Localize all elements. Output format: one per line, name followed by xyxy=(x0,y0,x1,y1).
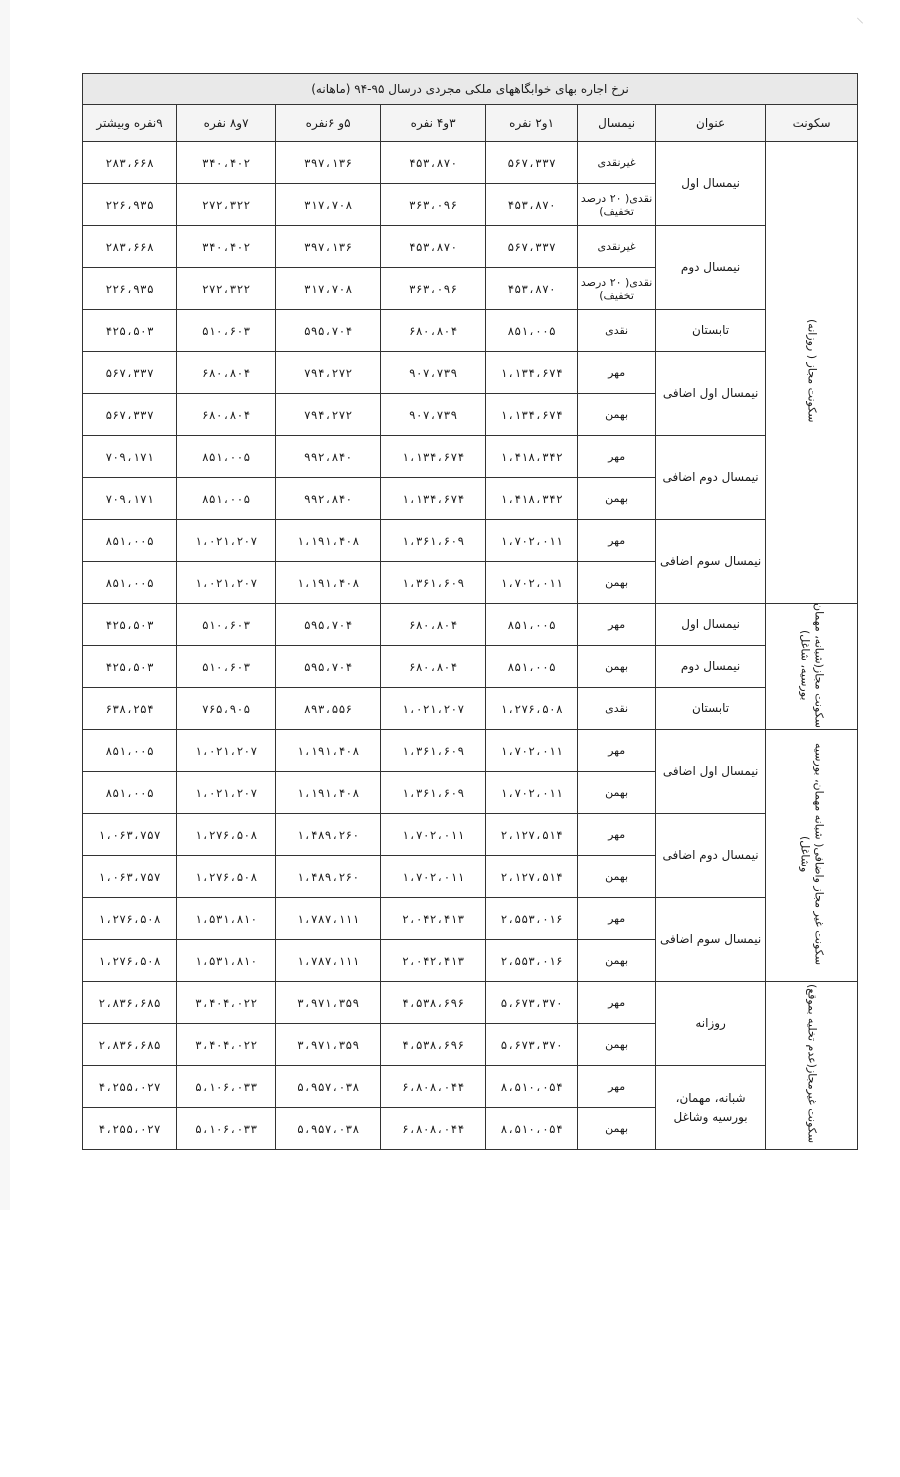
price-c9-cell: ۲۸۳،۶۶۸ xyxy=(83,142,177,184)
table-row xyxy=(83,226,858,268)
price-c12-cell: ۴۵۳،۸۷۰ xyxy=(486,184,578,226)
price-c56-cell: ۳۱۷،۷۰۸ xyxy=(276,184,381,226)
semester-cell: نقدی( ۲۰ درصد تخفیف) xyxy=(578,268,656,310)
price-c34-cell: ۴،۵۳۸،۶۹۶ xyxy=(381,982,486,1024)
price-c78-cell: ۱،۰۲۱،۲۰۷ xyxy=(177,562,276,604)
price-c78-cell: ۱،۰۲۱،۲۰۷ xyxy=(177,730,276,772)
price-c56-cell: ۵،۹۵۷،۰۳۸ xyxy=(276,1066,381,1108)
price-c56-cell: ۱،۱۹۱،۴۰۸ xyxy=(276,772,381,814)
price-c9-cell: ۷۰۹،۱۷۱ xyxy=(83,478,177,520)
price-c34-cell: ۶،۸۰۸،۰۴۴ xyxy=(381,1066,486,1108)
price-c34-cell: ۱،۷۰۲،۰۱۱ xyxy=(381,856,486,898)
price-c9-cell: ۲،۸۳۶،۶۸۵ xyxy=(83,1024,177,1066)
price-c34-cell: ۲،۰۴۲،۴۱۳ xyxy=(381,940,486,982)
price-c34-cell: ۲،۰۴۲،۴۱۳ xyxy=(381,898,486,940)
semester-cell: مهر xyxy=(578,520,656,562)
semester-cell: بهمن xyxy=(578,1108,656,1150)
category-cell xyxy=(766,604,858,730)
table-row xyxy=(83,436,858,478)
price-c78-cell: ۵۱۰،۶۰۳ xyxy=(177,604,276,646)
price-c34-cell: ۱،۳۶۱،۶۰۹ xyxy=(381,562,486,604)
title-cell: نیمسال دوم اضافی xyxy=(656,436,766,520)
price-c12-cell: ۱،۷۰۲،۰۱۱ xyxy=(486,562,578,604)
table-row xyxy=(83,982,858,1024)
price-c34-cell: ۴۵۳،۸۷۰ xyxy=(381,142,486,184)
table-row xyxy=(83,1066,858,1108)
price-c9-cell: ۴،۲۵۵،۰۲۷ xyxy=(83,1108,177,1150)
semester-cell: مهر xyxy=(578,352,656,394)
semester-cell: بهمن xyxy=(578,478,656,520)
semester-cell: مهر xyxy=(578,1066,656,1108)
price-c9-cell: ۶۳۸،۲۵۴ xyxy=(83,688,177,730)
category-cell xyxy=(766,142,858,604)
price-c78-cell: ۳،۴۰۴،۰۲۲ xyxy=(177,982,276,1024)
title-cell: نیمسال سوم اضافی xyxy=(656,898,766,982)
header-9-plus-persons: ۹نفره وبیشتر xyxy=(83,105,177,142)
title-cell: شبانه، مهمان، بورسیه وشاغل xyxy=(656,1066,766,1150)
semester-cell: نقدی( ۲۰ درصد تخفیف) xyxy=(578,184,656,226)
table-row xyxy=(83,646,858,688)
price-c12-cell: ۸،۵۱۰،۰۵۴ xyxy=(486,1108,578,1150)
price-c12-cell: ۲،۵۵۳،۰۱۶ xyxy=(486,940,578,982)
header-7-8-persons: ۷و۸ نفره xyxy=(177,105,276,142)
price-c78-cell: ۶۸۰،۸۰۴ xyxy=(177,352,276,394)
semester-cell: غیرنقدی xyxy=(578,142,656,184)
price-c34-cell: ۶۸۰،۸۰۴ xyxy=(381,646,486,688)
title-cell: تابستان xyxy=(656,688,766,730)
price-c12-cell: ۵۶۷،۳۳۷ xyxy=(486,226,578,268)
price-c9-cell: ۴۲۵،۵۰۳ xyxy=(83,310,177,352)
price-c9-cell: ۷۰۹،۱۷۱ xyxy=(83,436,177,478)
price-c12-cell: ۱،۷۰۲،۰۱۱ xyxy=(486,520,578,562)
price-c34-cell: ۳۶۳،۰۹۶ xyxy=(381,184,486,226)
category-label: سکونت مجاز ( روزانه) xyxy=(805,319,819,423)
price-c56-cell: ۱،۷۸۷،۱۱۱ xyxy=(276,940,381,982)
semester-cell: مهر xyxy=(578,436,656,478)
rent-table-document xyxy=(82,73,857,1150)
scan-mark: ⸌ xyxy=(855,14,864,33)
price-c34-cell: ۱،۱۳۴،۶۷۴ xyxy=(381,478,486,520)
price-c12-cell: ۸۵۱،۰۰۵ xyxy=(486,646,578,688)
semester-cell: نقدی xyxy=(578,310,656,352)
table-row xyxy=(83,310,858,352)
price-c12-cell: ۱،۴۱۸،۳۴۲ xyxy=(486,436,578,478)
price-c9-cell: ۵۶۷،۳۳۷ xyxy=(83,352,177,394)
price-c56-cell: ۱،۱۹۱،۴۰۸ xyxy=(276,730,381,772)
category-cell xyxy=(766,730,858,982)
title-cell: نیمسال اول اضافی xyxy=(656,730,766,814)
price-c9-cell: ۴،۲۵۵،۰۲۷ xyxy=(83,1066,177,1108)
price-c56-cell: ۳۹۷،۱۳۶ xyxy=(276,142,381,184)
price-c78-cell: ۷۶۵،۹۰۵ xyxy=(177,688,276,730)
title-cell: نیمسال دوم xyxy=(656,226,766,310)
header-category: سکونت xyxy=(766,105,858,142)
price-c56-cell: ۹۹۲،۸۴۰ xyxy=(276,478,381,520)
category-label: سکونت غیر مجاز واضافی( شبانه مهمان، بورسیه وشاغل) xyxy=(798,742,826,966)
price-c78-cell: ۱،۰۲۱،۲۰۷ xyxy=(177,520,276,562)
table-row xyxy=(83,730,858,772)
price-c9-cell: ۲۲۶،۹۳۵ xyxy=(83,268,177,310)
price-c12-cell: ۵،۶۷۳،۳۷۰ xyxy=(486,1024,578,1066)
price-c34-cell: ۴،۵۳۸،۶۹۶ xyxy=(381,1024,486,1066)
price-c12-cell: ۱،۲۷۶،۵۰۸ xyxy=(486,688,578,730)
price-c56-cell: ۷۹۴،۲۷۲ xyxy=(276,394,381,436)
price-c9-cell: ۲۲۶،۹۳۵ xyxy=(83,184,177,226)
title-cell: تابستان xyxy=(656,310,766,352)
price-c78-cell: ۵۱۰،۶۰۳ xyxy=(177,646,276,688)
table-row xyxy=(83,142,858,184)
price-c78-cell: ۵،۱۰۶،۰۳۳ xyxy=(177,1108,276,1150)
price-c56-cell: ۱،۱۹۱،۴۰۸ xyxy=(276,520,381,562)
category-label: سکونت مجاز(شبانه، مهمان بورسیه، شاغل) xyxy=(798,602,826,728)
table-row xyxy=(83,898,858,940)
price-c12-cell: ۸۵۱،۰۰۵ xyxy=(486,310,578,352)
price-c9-cell: ۸۵۱،۰۰۵ xyxy=(83,730,177,772)
price-c9-cell: ۱،۲۷۶،۵۰۸ xyxy=(83,940,177,982)
price-c12-cell: ۸۵۱،۰۰۵ xyxy=(486,604,578,646)
header-5-6-persons: ۵و ۶نفره xyxy=(276,105,381,142)
semester-cell: بهمن xyxy=(578,646,656,688)
price-c78-cell: ۸۵۱،۰۰۵ xyxy=(177,478,276,520)
semester-cell: بهمن xyxy=(578,940,656,982)
price-c9-cell: ۸۵۱،۰۰۵ xyxy=(83,520,177,562)
price-c78-cell: ۱،۵۳۱،۸۱۰ xyxy=(177,940,276,982)
header-title: عنوان xyxy=(656,105,766,142)
price-c34-cell: ۹۰۷،۷۳۹ xyxy=(381,394,486,436)
price-c34-cell: ۹۰۷،۷۳۹ xyxy=(381,352,486,394)
table-body xyxy=(83,142,858,1150)
semester-cell: بهمن xyxy=(578,856,656,898)
title-cell: نیمسال دوم اضافی xyxy=(656,814,766,898)
price-c78-cell: ۶۸۰،۸۰۴ xyxy=(177,394,276,436)
header-3-4-persons: ۳و۴ نفره xyxy=(381,105,486,142)
price-c12-cell: ۱،۱۳۴،۶۷۴ xyxy=(486,352,578,394)
price-c78-cell: ۱،۵۳۱،۸۱۰ xyxy=(177,898,276,940)
price-c56-cell: ۱،۱۹۱،۴۰۸ xyxy=(276,562,381,604)
price-c34-cell: ۶۸۰،۸۰۴ xyxy=(381,604,486,646)
table-row xyxy=(83,814,858,856)
price-c12-cell: ۱،۱۳۴،۶۷۴ xyxy=(486,394,578,436)
price-c9-cell: ۲،۸۳۶،۶۸۵ xyxy=(83,982,177,1024)
table-row xyxy=(83,352,858,394)
rent-table xyxy=(82,73,858,1150)
table-row xyxy=(83,520,858,562)
price-c56-cell: ۹۹۲،۸۴۰ xyxy=(276,436,381,478)
price-c56-cell: ۱،۴۸۹،۲۶۰ xyxy=(276,814,381,856)
price-c56-cell: ۵۹۵،۷۰۴ xyxy=(276,310,381,352)
price-c34-cell: ۶۸۰،۸۰۴ xyxy=(381,310,486,352)
price-c78-cell: ۸۵۱،۰۰۵ xyxy=(177,436,276,478)
price-c34-cell: ۱،۱۳۴،۶۷۴ xyxy=(381,436,486,478)
price-c56-cell: ۸۹۳،۵۵۶ xyxy=(276,688,381,730)
title-cell: نیمسال اول xyxy=(656,604,766,646)
price-c9-cell: ۲۸۳،۶۶۸ xyxy=(83,226,177,268)
price-c9-cell: ۱،۲۷۶،۵۰۸ xyxy=(83,898,177,940)
semester-cell: بهمن xyxy=(578,562,656,604)
semester-cell: غیرنقدی xyxy=(578,226,656,268)
price-c34-cell: ۱،۷۰۲،۰۱۱ xyxy=(381,814,486,856)
price-c34-cell: ۱،۰۲۱،۲۰۷ xyxy=(381,688,486,730)
semester-cell: بهمن xyxy=(578,1024,656,1066)
price-c56-cell: ۳۱۷،۷۰۸ xyxy=(276,268,381,310)
scan-edge-shadow xyxy=(0,0,10,1210)
price-c9-cell: ۴۲۵،۵۰۳ xyxy=(83,646,177,688)
table-title: نرخ اجاره بهای خوابگاههای ملکی مجردی درسال ۹۵-۹۴ (ماهانه) xyxy=(83,74,858,105)
price-c12-cell: ۲،۵۵۳،۰۱۶ xyxy=(486,898,578,940)
price-c78-cell: ۵،۱۰۶،۰۳۳ xyxy=(177,1066,276,1108)
price-c12-cell: ۱،۴۱۸،۳۴۲ xyxy=(486,478,578,520)
category-cell xyxy=(766,982,858,1150)
header-semester: نیمسال xyxy=(578,105,656,142)
price-c34-cell: ۱،۳۶۱،۶۰۹ xyxy=(381,772,486,814)
price-c78-cell: ۱،۲۷۶،۵۰۸ xyxy=(177,814,276,856)
price-c34-cell: ۱،۳۶۱،۶۰۹ xyxy=(381,520,486,562)
price-c78-cell: ۲۷۲،۳۲۲ xyxy=(177,184,276,226)
price-c34-cell: ۳۶۳،۰۹۶ xyxy=(381,268,486,310)
price-c56-cell: ۵۹۵،۷۰۴ xyxy=(276,646,381,688)
price-c9-cell: ۱،۰۶۳،۷۵۷ xyxy=(83,814,177,856)
price-c78-cell: ۵۱۰،۶۰۳ xyxy=(177,310,276,352)
price-c12-cell: ۱،۷۰۲،۰۱۱ xyxy=(486,730,578,772)
price-c78-cell: ۱،۰۲۱،۲۰۷ xyxy=(177,772,276,814)
price-c78-cell: ۳۴۰،۴۰۲ xyxy=(177,226,276,268)
semester-cell: مهر xyxy=(578,814,656,856)
price-c56-cell: ۳۹۷،۱۳۶ xyxy=(276,226,381,268)
price-c9-cell: ۸۵۱،۰۰۵ xyxy=(83,562,177,604)
title-cell: نیمسال دوم xyxy=(656,646,766,688)
price-c9-cell: ۵۶۷،۳۳۷ xyxy=(83,394,177,436)
semester-cell: نقدی xyxy=(578,688,656,730)
semester-cell: بهمن xyxy=(578,772,656,814)
price-c34-cell: ۶،۸۰۸،۰۴۴ xyxy=(381,1108,486,1150)
price-c9-cell: ۴۲۵،۵۰۳ xyxy=(83,604,177,646)
price-c78-cell: ۱،۲۷۶،۵۰۸ xyxy=(177,856,276,898)
price-c12-cell: ۵۶۷،۳۳۷ xyxy=(486,142,578,184)
semester-cell: مهر xyxy=(578,898,656,940)
title-cell: نیمسال اول xyxy=(656,142,766,226)
title-cell: روزانه xyxy=(656,982,766,1066)
price-c56-cell: ۱،۷۸۷،۱۱۱ xyxy=(276,898,381,940)
semester-cell: مهر xyxy=(578,730,656,772)
title-cell: نیمسال اول اضافی xyxy=(656,352,766,436)
title-cell: نیمسال سوم اضافی xyxy=(656,520,766,604)
price-c78-cell: ۳۴۰،۴۰۲ xyxy=(177,142,276,184)
price-c56-cell: ۳،۹۷۱،۳۵۹ xyxy=(276,982,381,1024)
price-c9-cell: ۸۵۱،۰۰۵ xyxy=(83,772,177,814)
price-c12-cell: ۵،۶۷۳،۳۷۰ xyxy=(486,982,578,1024)
table-row xyxy=(83,604,858,646)
category-label: سکونت غیرمجاز(عدم تخلیه بموقع) xyxy=(805,984,819,1144)
price-c12-cell: ۲،۱۲۷،۵۱۴ xyxy=(486,856,578,898)
price-c78-cell: ۲۷۲،۳۲۲ xyxy=(177,268,276,310)
semester-cell: مهر xyxy=(578,982,656,1024)
price-c34-cell: ۱،۳۶۱،۶۰۹ xyxy=(381,730,486,772)
price-c78-cell: ۳،۴۰۴،۰۲۲ xyxy=(177,1024,276,1066)
price-c9-cell: ۱،۰۶۳،۷۵۷ xyxy=(83,856,177,898)
price-c12-cell: ۱،۷۰۲،۰۱۱ xyxy=(486,772,578,814)
price-c12-cell: ۲،۱۲۷،۵۱۴ xyxy=(486,814,578,856)
table-row xyxy=(83,688,858,730)
price-c56-cell: ۵،۹۵۷،۰۳۸ xyxy=(276,1108,381,1150)
price-c56-cell: ۳،۹۷۱،۳۵۹ xyxy=(276,1024,381,1066)
price-c56-cell: ۱،۴۸۹،۲۶۰ xyxy=(276,856,381,898)
price-c12-cell: ۸،۵۱۰،۰۵۴ xyxy=(486,1066,578,1108)
price-c56-cell: ۷۹۴،۲۷۲ xyxy=(276,352,381,394)
price-c12-cell: ۴۵۳،۸۷۰ xyxy=(486,268,578,310)
price-c56-cell: ۵۹۵،۷۰۴ xyxy=(276,604,381,646)
header-1-2-persons: ۱و۲ نفره xyxy=(486,105,578,142)
semester-cell: بهمن xyxy=(578,394,656,436)
price-c34-cell: ۴۵۳،۸۷۰ xyxy=(381,226,486,268)
semester-cell: مهر xyxy=(578,604,656,646)
